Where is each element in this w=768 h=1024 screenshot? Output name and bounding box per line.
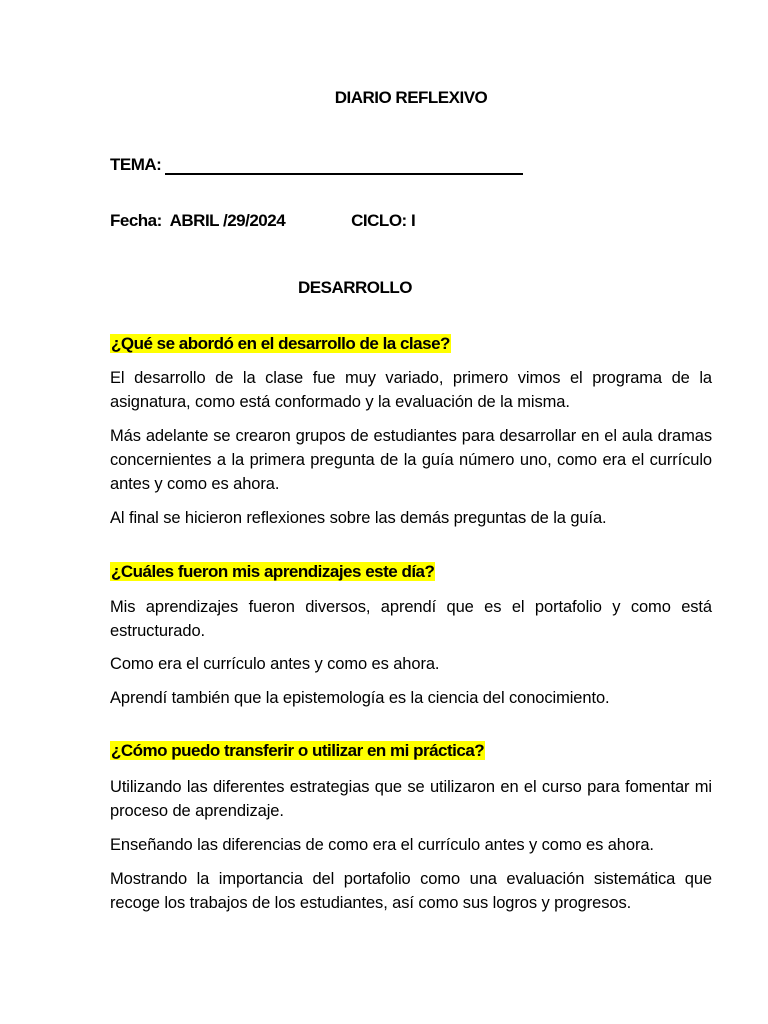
paragraph: Al final se hicieron reflexiones sobre las demás preguntas de la guía. bbox=[110, 509, 607, 527]
ciclo-label: CICLO: bbox=[351, 211, 407, 230]
paragraph: Como era el currículo antes y como es ahora. bbox=[110, 655, 440, 673]
paragraph: El desarrollo de la clase fue muy variado, primero vimos el programa de la asignatura, como está conformado y la evaluación de la misma. bbox=[110, 369, 712, 411]
fecha-value: ABRIL /29/2024 bbox=[169, 211, 286, 230]
question-heading bbox=[110, 562, 435, 582]
fecha-row bbox=[110, 211, 415, 231]
document-title: DIARIO REFLEXIVO bbox=[334, 88, 488, 107]
tema-label: TEMA: bbox=[110, 155, 162, 174]
question-heading bbox=[110, 334, 451, 354]
question-highlight: ¿Cuáles fueron mis aprendizajes este día? bbox=[111, 562, 435, 581]
paragraph: Utilizando las diferentes estrategias que se utilizaron en el curso para fomentar mi proceso de aprendizaje. bbox=[110, 778, 712, 820]
paragraph: Mis aprendizajes fueron diversos, aprendí que es el portafolio y como está estructurado. bbox=[110, 598, 712, 640]
paragraph: Enseñando las diferencias de como era el currículo antes y como es ahora. bbox=[110, 836, 654, 854]
paragraph: Mostrando la importancia del portafolio como una evaluación sistemática que recoge los trabajos de los estudiantes, así como sus logros y progresos. bbox=[110, 870, 712, 912]
section-heading: DESARROLLO bbox=[298, 278, 412, 297]
tema-blank-line bbox=[165, 155, 523, 175]
question-highlight: ¿Qué se abordó en el desarrollo de la clase? bbox=[111, 334, 450, 353]
paragraph: Aprendí también que la epistemología es la ciencia del conocimiento. bbox=[110, 689, 610, 707]
fecha-label: Fecha: bbox=[110, 211, 162, 230]
ciclo-value: I bbox=[410, 211, 416, 230]
question-highlight: ¿Cómo puedo transferir o utilizar en mi práctica? bbox=[111, 741, 485, 760]
tema-row bbox=[110, 155, 523, 175]
question-heading bbox=[110, 741, 485, 761]
paragraph: Más adelante se crearon grupos de estudiantes para desarrollar en el aula dramas concernientes a la primera pregunta de la guía número uno, como era el currículo antes y como es ahora. bbox=[110, 427, 712, 493]
